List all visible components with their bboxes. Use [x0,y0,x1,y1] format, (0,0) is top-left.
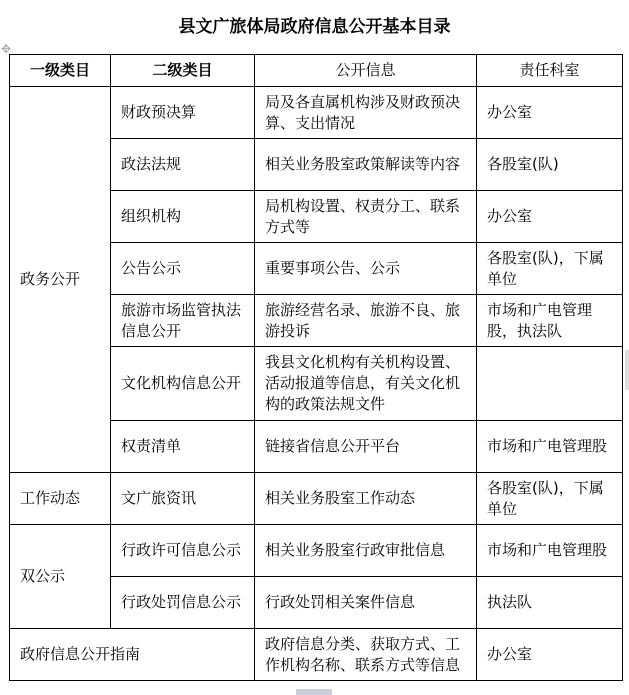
public-info: 相关业务股室行政审批信息 [255,525,477,577]
responsible-dept: 办公室 [477,629,623,681]
responsible-dept: 各股室(队)，下属单位 [477,243,623,295]
header-dept: 责任科室 [477,55,623,87]
level2-category: 组织机构 [111,191,255,243]
responsible-dept: 办公室 [477,87,623,139]
responsible-dept: 市场和广电管理股 [477,421,623,473]
level2-category: 旅游市场监管执法信息公开 [111,295,255,347]
level1-category: 双公示 [10,525,111,629]
document-title: 县文广旅体局政府信息公开基本目录 [178,17,451,37]
header-level1: 一级类目 [10,55,111,87]
level2-category: 文化机构信息公开 [111,347,255,421]
responsible-dept: 执法队 [477,577,623,629]
level2-category: 行政许可信息公示 [111,525,255,577]
level2-category: 行政处罚信息公示 [111,577,255,629]
table-header-row [10,55,623,87]
public-info: 局及各直属机构涉及财政预决算、支出情况 [255,87,477,139]
level2-category: 政法法规 [111,139,255,191]
level1-category: 工作动态 [10,473,111,525]
level2-category: 公告公示 [111,243,255,295]
page-marker [296,689,332,695]
scrollbar[interactable] [625,350,629,390]
level1-category: 政府信息公开指南 [10,629,255,681]
table-move-handle-icon[interactable]: ✥ [1,42,12,56]
public-info: 政府信息分类、获取方式、工作机构名称、联系方式等信息 [255,629,477,681]
public-info: 相关业务股室工作动态 [255,473,477,525]
public-info: 链接省信息公开平台 [255,421,477,473]
level2-category: 文广旅资讯 [111,473,255,525]
responsible-dept: 市场和广电管理股，执法队 [477,295,623,347]
level1-category: 政务公开 [10,87,111,473]
catalog-table [9,54,623,681]
table-row [10,87,623,139]
responsible-dept [477,347,623,421]
level2-category: 财政预决算 [111,87,255,139]
level2-category: 权责清单 [111,421,255,473]
responsible-dept: 各股室(队)，下属单位 [477,473,623,525]
public-info: 旅游经营名录、旅游不良、旅游投诉 [255,295,477,347]
table-row [10,525,623,577]
responsible-dept: 各股室(队) [477,139,623,191]
public-info: 局机构设置、权责分工、联系方式等 [255,191,477,243]
table-row [10,629,623,681]
responsible-dept: 办公室 [477,191,623,243]
responsible-dept: 市场和广电管理股 [477,525,623,577]
public-info: 我县文化机构有关机构设置、活动报道等信息，有关文化机构的政策法规文件 [255,347,477,421]
public-info: 行政处罚相关案件信息 [255,577,477,629]
header-level2: 二级类目 [111,55,255,87]
public-info: 重要事项公告、公示 [255,243,477,295]
header-info: 公开信息 [255,55,477,87]
public-info: 相关业务股室政策解读等内容 [255,139,477,191]
table-row [10,473,623,525]
